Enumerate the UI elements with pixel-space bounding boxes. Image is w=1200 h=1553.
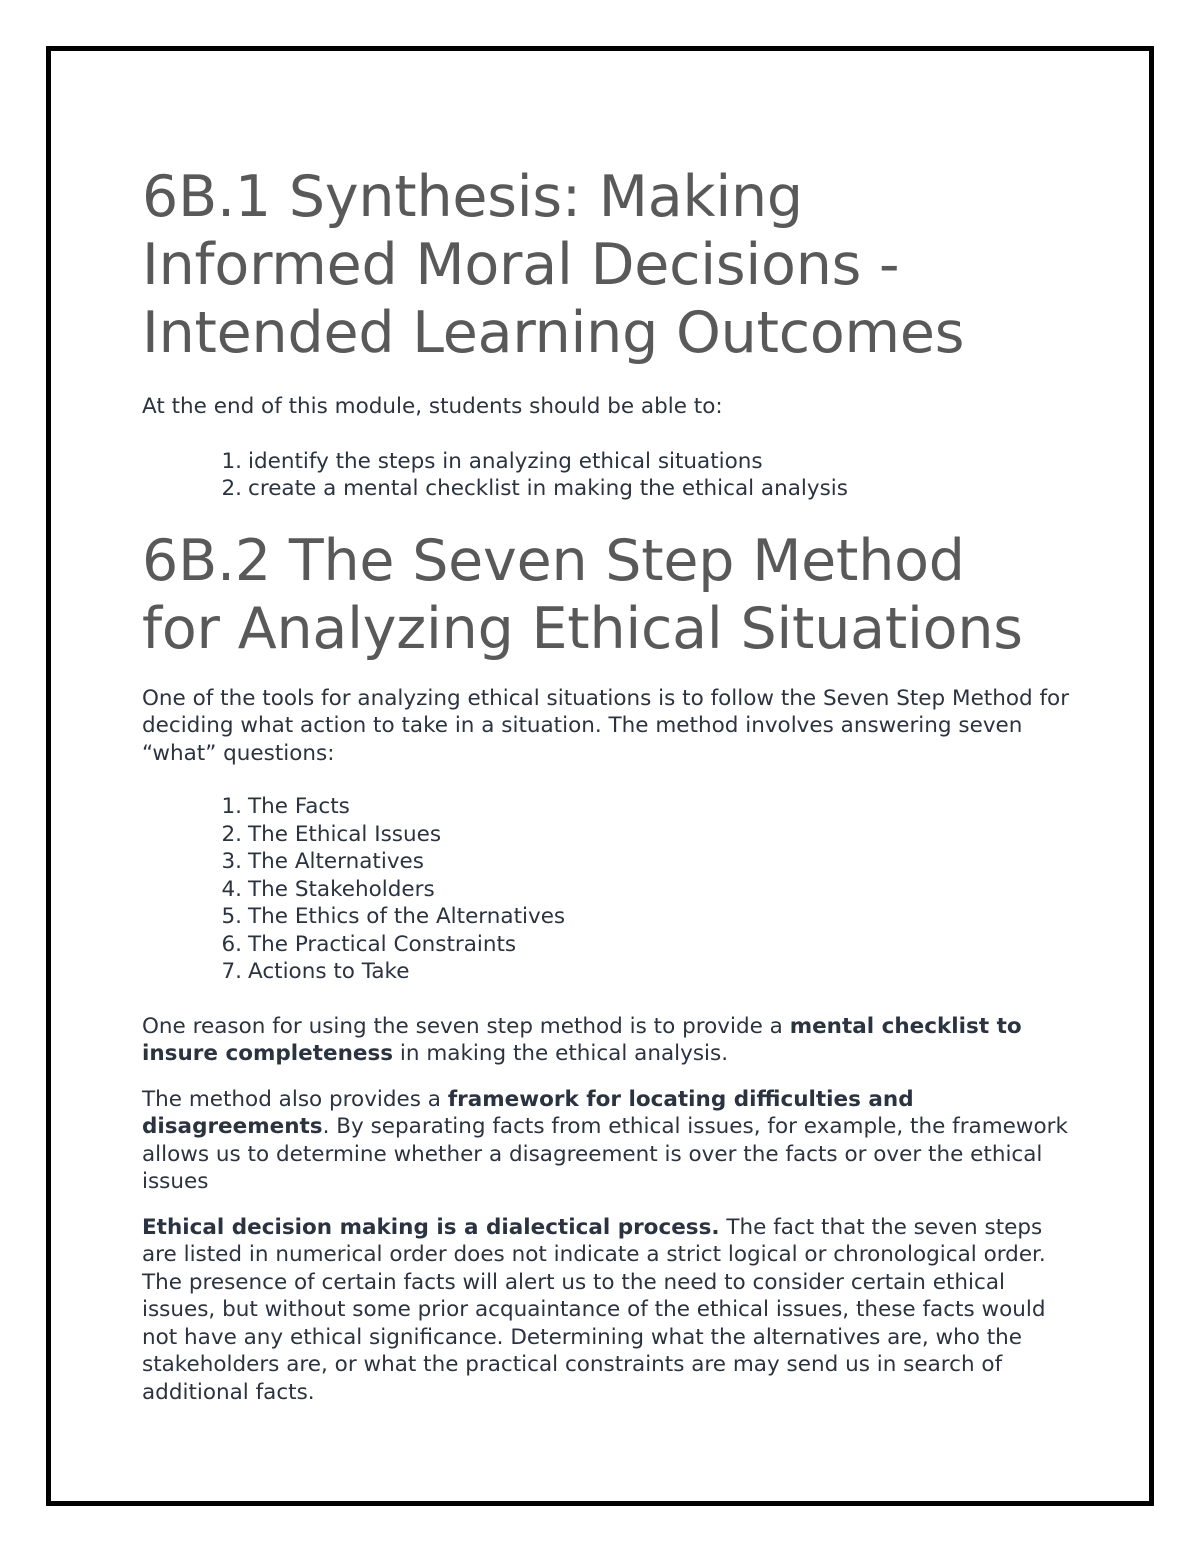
list-number: 6. <box>221 931 242 957</box>
list-item-text: The Alternatives <box>248 849 424 874</box>
list-item-text: The Ethical Issues <box>248 821 442 847</box>
list-item <box>142 903 1072 931</box>
paragraph-text: in making the ethical analysis. <box>393 1041 729 1066</box>
paragraph-text: One reason for using the seven step method is to provide a <box>142 1013 790 1039</box>
section1-intro: At the end of this module, students should be able to: <box>142 394 723 419</box>
paragraph-text: The fact that the seven steps are listed in numerical order does not indicate a strict logical or chronological order. The presence of certain facts will alert us to the need to consider certain ethical issues, but without some prior acquaintance of the ethical issues, these facts would not have any ethical significance. Determining what the alternatives are, who the stakeholders are, or what the practical constraints are may send us in search of additional facts. <box>142 1214 1046 1405</box>
steps-list <box>142 793 1072 986</box>
list-item <box>142 475 1072 503</box>
section1-heading-line3: Intended Learning Outcomes <box>142 300 965 366</box>
list-item <box>142 876 1072 904</box>
list-item-text: identify the steps in analyzing ethical situations <box>248 448 763 474</box>
list-item <box>142 793 1072 821</box>
section1-heading <box>142 163 1072 367</box>
section2-heading <box>142 527 1072 663</box>
list-item-text: create a mental checklist in making the ethical analysis <box>248 476 848 501</box>
paragraph-framework <box>142 1086 1072 1196</box>
list-item <box>142 821 1072 849</box>
list-item <box>142 848 1072 876</box>
section1-heading-line1: 6B.1 Synthesis: Making <box>142 164 803 230</box>
paragraph-emphasis: mental checklist to insure completeness <box>142 1013 1022 1066</box>
list-number: 7. <box>221 959 242 984</box>
paragraph-emphasis: Ethical decision making is a dialectical process. <box>142 1214 720 1240</box>
paragraph-emphasis: framework for locating difficulties and disagreements <box>142 1086 914 1139</box>
outcomes-list <box>142 448 1072 503</box>
list-number: 2. <box>221 821 242 847</box>
document-body <box>142 163 1072 1406</box>
list-item-text: The Stakeholders <box>248 876 435 902</box>
list-item <box>142 448 1072 476</box>
list-item-text: The Facts <box>248 794 350 819</box>
list-item <box>142 931 1072 959</box>
list-number: 3. <box>221 849 242 874</box>
list-item <box>142 958 1072 986</box>
list-number: 2. <box>221 476 242 501</box>
section2-heading-line2: for Analyzing Ethical Situations <box>142 595 1023 662</box>
list-item-text: Actions to Take <box>248 959 410 984</box>
section2-heading-line1: 6B.2 The Seven Step Method <box>142 527 965 594</box>
list-number: 1. <box>221 794 242 819</box>
list-number: 4. <box>221 876 242 902</box>
list-item-text: The Practical Constraints <box>248 931 517 957</box>
list-number: 1. <box>221 448 242 474</box>
section1-heading-line2: Informed Moral Decisions - <box>142 232 900 298</box>
paragraph-text: . By separating facts from ethical issues, for example, the framework allows us to determine whether a disagreement is over the facts or over the ethical issues <box>142 1114 1068 1194</box>
list-item-text: The Ethics of the Alternatives <box>248 904 566 929</box>
paragraph-dialectical <box>142 1214 1072 1407</box>
section2-intro: One of the tools for analyzing ethical situations is to follow the Seven Step Method for deciding what action to take in a situation. The method involves answering seven “what” questions: <box>142 685 1070 766</box>
paragraph-text: The method also provides a <box>142 1086 448 1112</box>
paragraph-checklist <box>142 1013 1072 1068</box>
list-number: 5. <box>221 904 242 929</box>
